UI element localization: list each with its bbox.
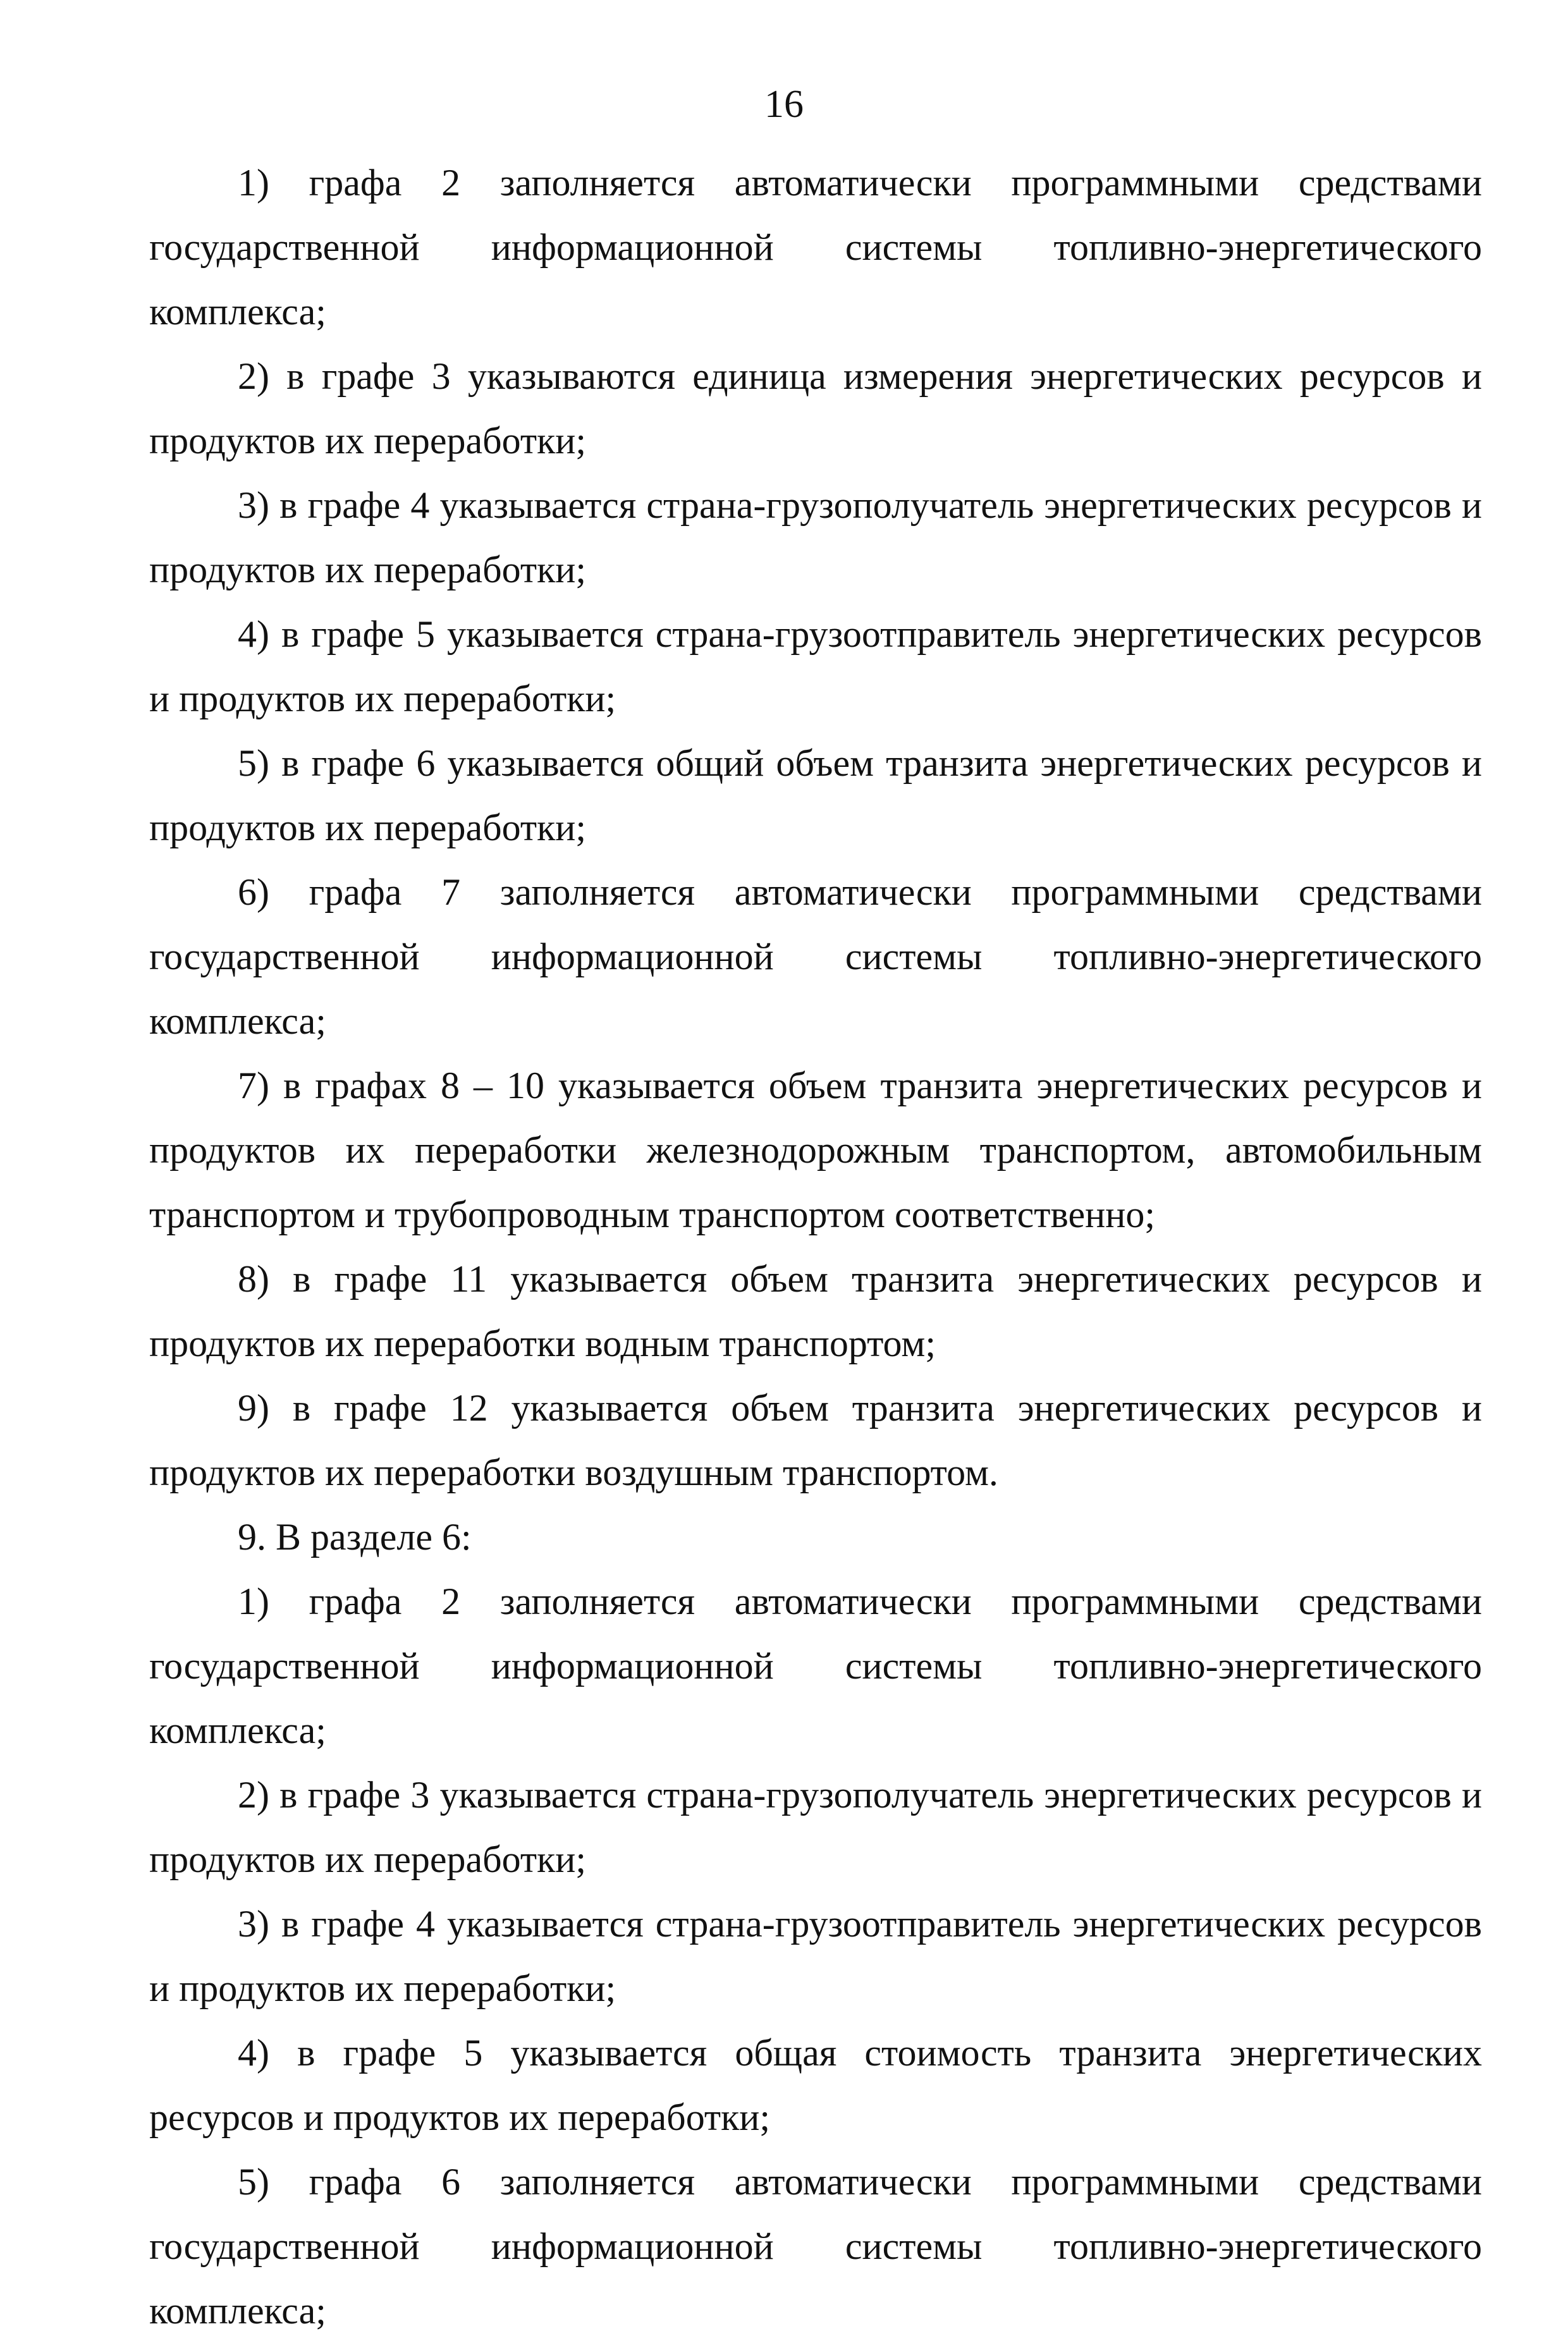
section-heading: 9. В разделе 6: xyxy=(238,1516,472,1558)
paragraph: 7) в графах 8 – 10 указывается объем транзита энергетических ресурсов и продуктов их переработки железнодорожным транспортом, автомобильным транспортом и трубопроводным транспортом соответственно; xyxy=(149,1065,1482,1235)
paragraph: 4) в графе 5 указывается общая стоимость транзита энергетических ресурсов и продуктов их переработки; xyxy=(149,2032,1482,2138)
paragraph: 1) графа 2 заполняется автоматически программными средствами государственной информационной системы топливно-энергетического комплекса; xyxy=(149,1581,1482,1751)
paragraph: 3) в графе 4 указывается страна-грузополучатель энергетических ресурсов и продуктов их переработки; xyxy=(149,484,1482,590)
paragraph: 3) в графе 4 указывается страна-грузоотправитель энергетических ресурсов и продуктов их переработки; xyxy=(149,1903,1482,2009)
paragraph: 5) графа 6 заполняется автоматически программными средствами государственной информационной системы топливно-энергетического комплекса; xyxy=(149,2161,1482,2332)
paragraph: 2) в графе 3 указываются единица измерения энергетических ресурсов и продуктов их переработки; xyxy=(149,355,1482,462)
paragraph: 1) графа 2 заполняется автоматически программными средствами государственной информационной системы топливно-энергетического комплекса; xyxy=(149,162,1482,333)
paragraph: 8) в графе 11 указывается объем транзита энергетических ресурсов и продуктов их переработки водным транспортом; xyxy=(149,1258,1482,1364)
paragraph: 9) в графе 12 указывается объем транзита энергетических ресурсов и продуктов их переработки воздушным транспортом. xyxy=(149,1387,1482,1493)
document-body xyxy=(149,150,1482,2343)
paragraph: 4) в графе 5 указывается страна-грузоотправитель энергетических ресурсов и продуктов их переработки; xyxy=(149,613,1482,719)
paragraph: 5) в графе 6 указывается общий объем транзита энергетических ресурсов и продуктов их переработки; xyxy=(149,742,1482,848)
paragraph: 6) графа 7 заполняется автоматически программными средствами государственной информационной системы топливно-энергетического комплекса; xyxy=(149,871,1482,1042)
page-number: 16 xyxy=(764,83,804,126)
paragraph: 2) в графе 3 указывается страна-грузополучатель энергетических ресурсов и продуктов их переработки; xyxy=(149,1774,1482,1880)
